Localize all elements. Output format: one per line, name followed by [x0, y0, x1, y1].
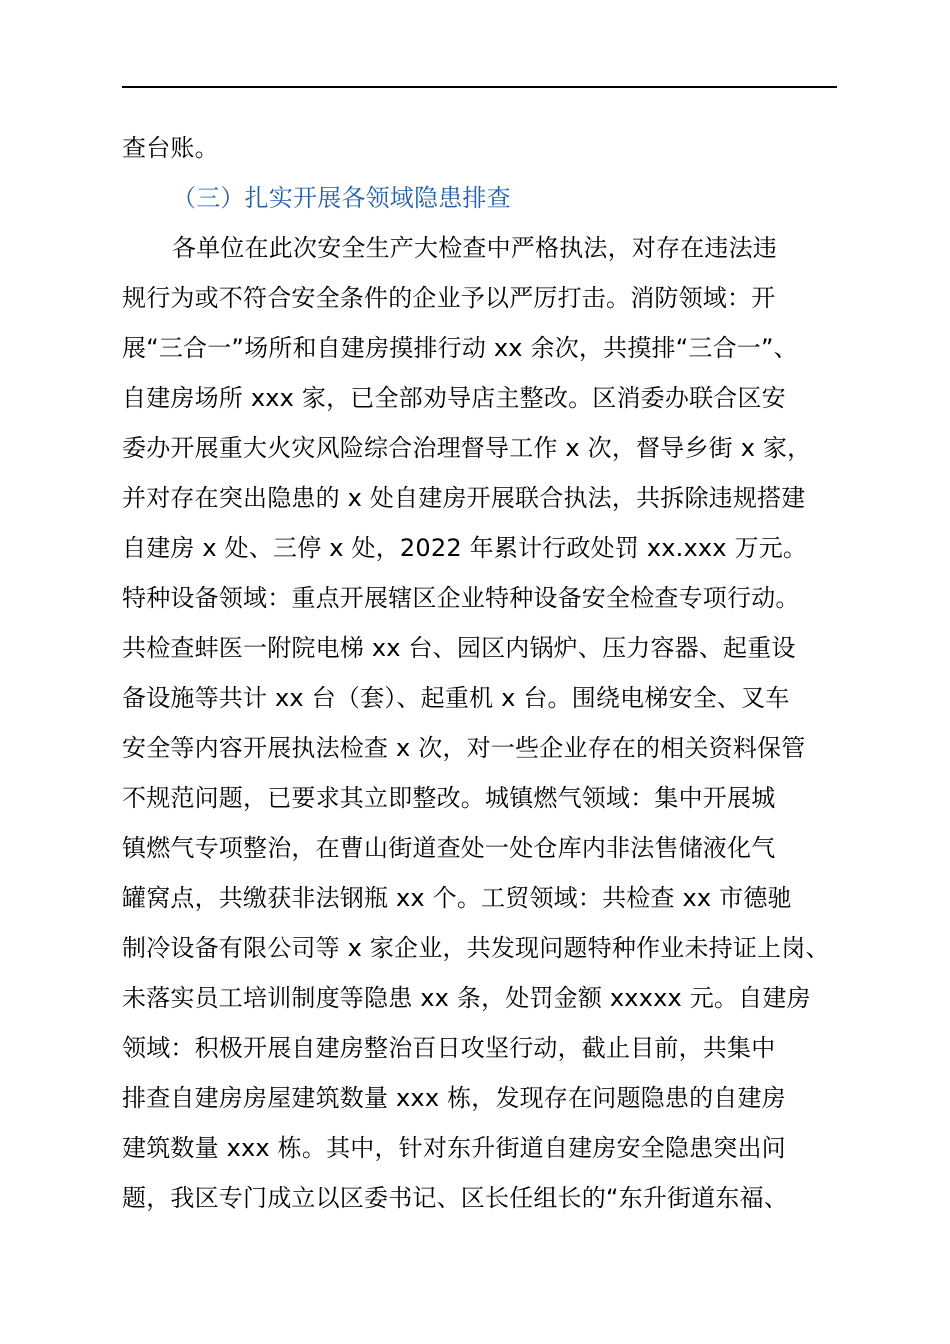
- paragraph-line: 未落实员工培训制度等隐患 xx 条，处罚金额 xxxxx 元。自建房: [122, 984, 811, 1012]
- paragraph-line: 题，我区专门成立以区委书记、区长任组长的“东升街道东福、: [122, 1184, 789, 1212]
- paragraph-line: 领域：积极开展自建房整治百日攻坚行动，截止目前，共集中: [122, 1034, 776, 1062]
- paragraph-line: 各单位在此次安全生产大检查中严格执法，对存在违法违: [172, 234, 777, 262]
- paragraph-line: 特种设备领域：重点开展辖区企业特种设备安全检查专项行动。: [122, 584, 800, 612]
- paragraph-line: 委办开展重大火灾风险综合治理督导工作 x 次，督导乡街 x 家，: [122, 434, 812, 462]
- paragraph-line: 自建房 x 处、三停 x 处，2022 年累计行政处罚 xx.xxx 万元。: [122, 534, 808, 562]
- paragraph-line: 不规范问题，已要求其立即整改。城镇燃气领域：集中开展城: [122, 784, 776, 812]
- paragraph-line: 镇燃气专项整治，在曹山街道查处一处仓库内非法售储液化气: [122, 834, 776, 862]
- paragraph-line: 排查自建房房屋建筑数量 xxx 栋，发现存在问题隐患的自建房: [122, 1084, 786, 1112]
- paragraph-line: 制冷设备有限公司等 x 家企业，共发现问题特种作业未持证上岗、: [122, 934, 830, 962]
- header-rule: [122, 86, 837, 88]
- paragraph-line: 安全等内容开展执法检查 x 次，对一些企业存在的相关资料保管: [122, 734, 806, 762]
- paragraph-line: 规行为或不符合安全条件的企业予以严厉打击。消防领域：开: [122, 284, 776, 312]
- paragraph-line: 建筑数量 xxx 栋。其中，针对东升街道自建房安全隐患突出问: [122, 1134, 786, 1162]
- paragraph-line: 并对存在突出隐患的 x 处自建房开展联合执法，共拆除违规搭建: [122, 484, 806, 512]
- paragraph-line: 罐窝点，共缴获非法钢瓶 xx 个。工贸领域：共检查 xx 市德驰: [122, 884, 792, 912]
- paragraph-line: 展“三合一”场所和自建房摸排行动 xx 余次，共摸排“三合一”、: [122, 334, 798, 362]
- paragraph-line: 自建房场所 xxx 家，已全部劝导店主整改。区消委办联合区安: [122, 384, 786, 412]
- paragraph-line: 备设施等共计 xx 台（套）、起重机 x 台。围绕电梯安全、叉车: [122, 684, 790, 712]
- section-heading: （三）扎实开展各领域隐患排查: [172, 184, 511, 212]
- paragraph-line: 共检查蚌医一附院电梯 xx 台、园区内锅炉、压力容器、起重设: [122, 634, 796, 662]
- continuation-line: 查台账。: [122, 134, 219, 162]
